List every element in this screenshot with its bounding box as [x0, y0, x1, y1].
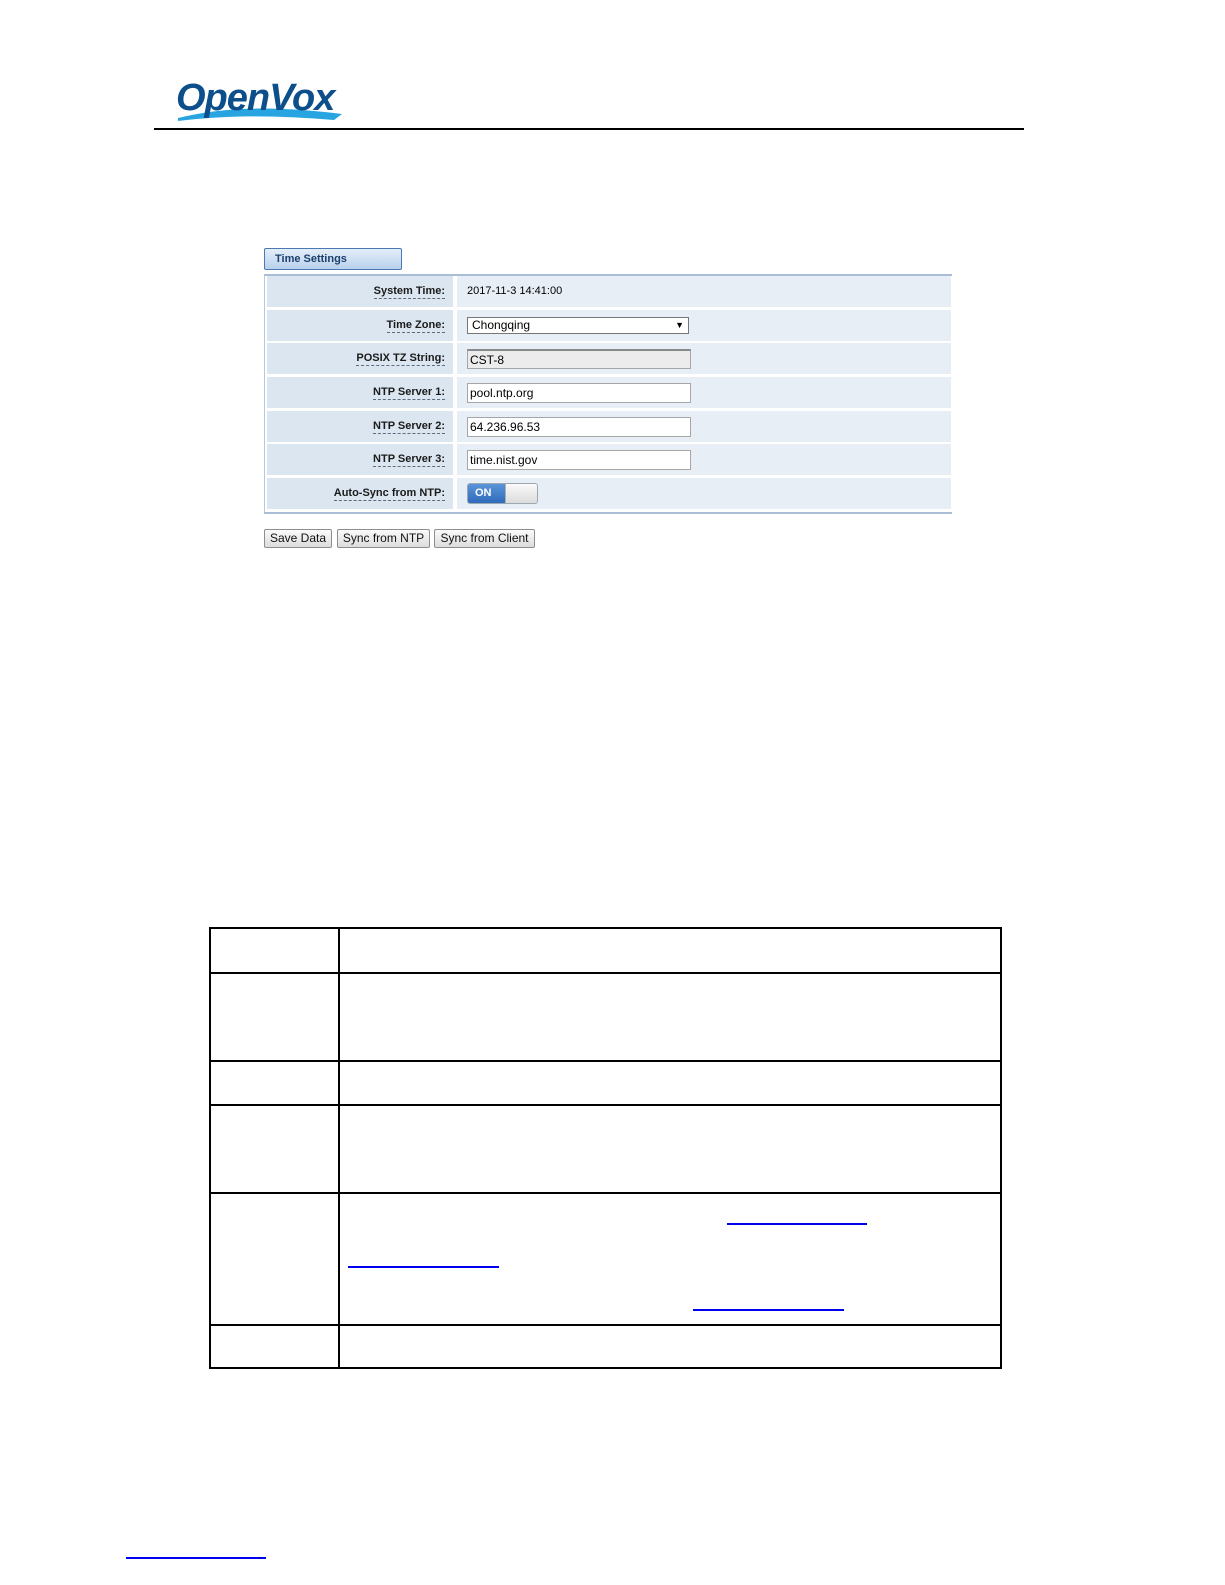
- sync-from-client-button[interactable]: Sync from Client: [434, 529, 535, 548]
- save-data-button[interactable]: Save Data: [264, 529, 332, 548]
- row-ntp-server-2: [267, 411, 951, 442]
- posix-tz-label: POSIX TZ String:: [267, 343, 453, 374]
- ntp-server-1-input[interactable]: pool.ntp.org: [467, 383, 691, 403]
- time-zone-selected: Chongqing: [472, 318, 531, 332]
- tab-time-settings[interactable]: Time Settings: [264, 248, 402, 270]
- table-row-divider: [211, 1192, 1000, 1194]
- row-time-zone: [267, 310, 951, 341]
- toggle-on-state: ON: [468, 484, 505, 503]
- system-time-label: System Time:: [267, 276, 453, 307]
- system-time-cell: [457, 276, 951, 307]
- row-ntp-server-1: [267, 377, 951, 408]
- auto-sync-label: Auto-Sync from NTP:: [267, 478, 453, 509]
- ntp-link[interactable]: [727, 1223, 867, 1225]
- row-auto-sync: [267, 478, 951, 509]
- ntp-server-2-input[interactable]: 64.236.96.53: [467, 417, 691, 437]
- footer-link[interactable]: [126, 1557, 266, 1559]
- ntp-server-2-label: NTP Server 2:: [267, 411, 453, 442]
- ntp-server-3-label: NTP Server 3:: [267, 444, 453, 475]
- row-posix-tz: [267, 343, 951, 374]
- openvox-logo: [174, 74, 354, 126]
- row-ntp-server-3: [267, 444, 951, 475]
- time-settings-panel: [264, 246, 954, 552]
- posix-tz-field: CST-8: [467, 349, 691, 369]
- table-column-divider: [338, 929, 340, 1367]
- ntp-server-1-label: NTP Server 1:: [267, 377, 453, 408]
- table-row-divider: [211, 1060, 1000, 1062]
- posix-tz-cell: [457, 343, 951, 374]
- table-row-divider: [211, 972, 1000, 974]
- ntp-server-3-input[interactable]: time.nist.gov: [467, 450, 691, 470]
- row-system-time: [267, 276, 951, 307]
- table-row-divider: [211, 1324, 1000, 1326]
- time-zone-label: Time Zone:: [267, 310, 453, 341]
- ntp-server-1-cell: [457, 377, 951, 408]
- time-zone-select[interactable]: [467, 317, 689, 334]
- header-divider: [154, 128, 1024, 130]
- ntp-server-2-cell: [457, 411, 951, 442]
- auto-sync-toggle[interactable]: [467, 483, 538, 504]
- toggle-knob: [505, 484, 537, 503]
- ntp-link[interactable]: [693, 1309, 844, 1311]
- ntp-server-3-cell: [457, 444, 951, 475]
- auto-sync-cell: [457, 478, 951, 509]
- settings-table: [264, 274, 952, 514]
- time-zone-cell: [457, 310, 951, 341]
- sync-from-ntp-button[interactable]: Sync from NTP: [337, 529, 430, 548]
- svg-text:OpenVox: OpenVox: [176, 77, 335, 119]
- dropdown-arrow-icon: ▼: [675, 320, 684, 330]
- ntp-link[interactable]: [348, 1266, 499, 1268]
- system-time-value: 2017-11-3 14:41:00: [467, 285, 563, 297]
- description-table: [209, 927, 1002, 1369]
- table-row-divider: [211, 1104, 1000, 1106]
